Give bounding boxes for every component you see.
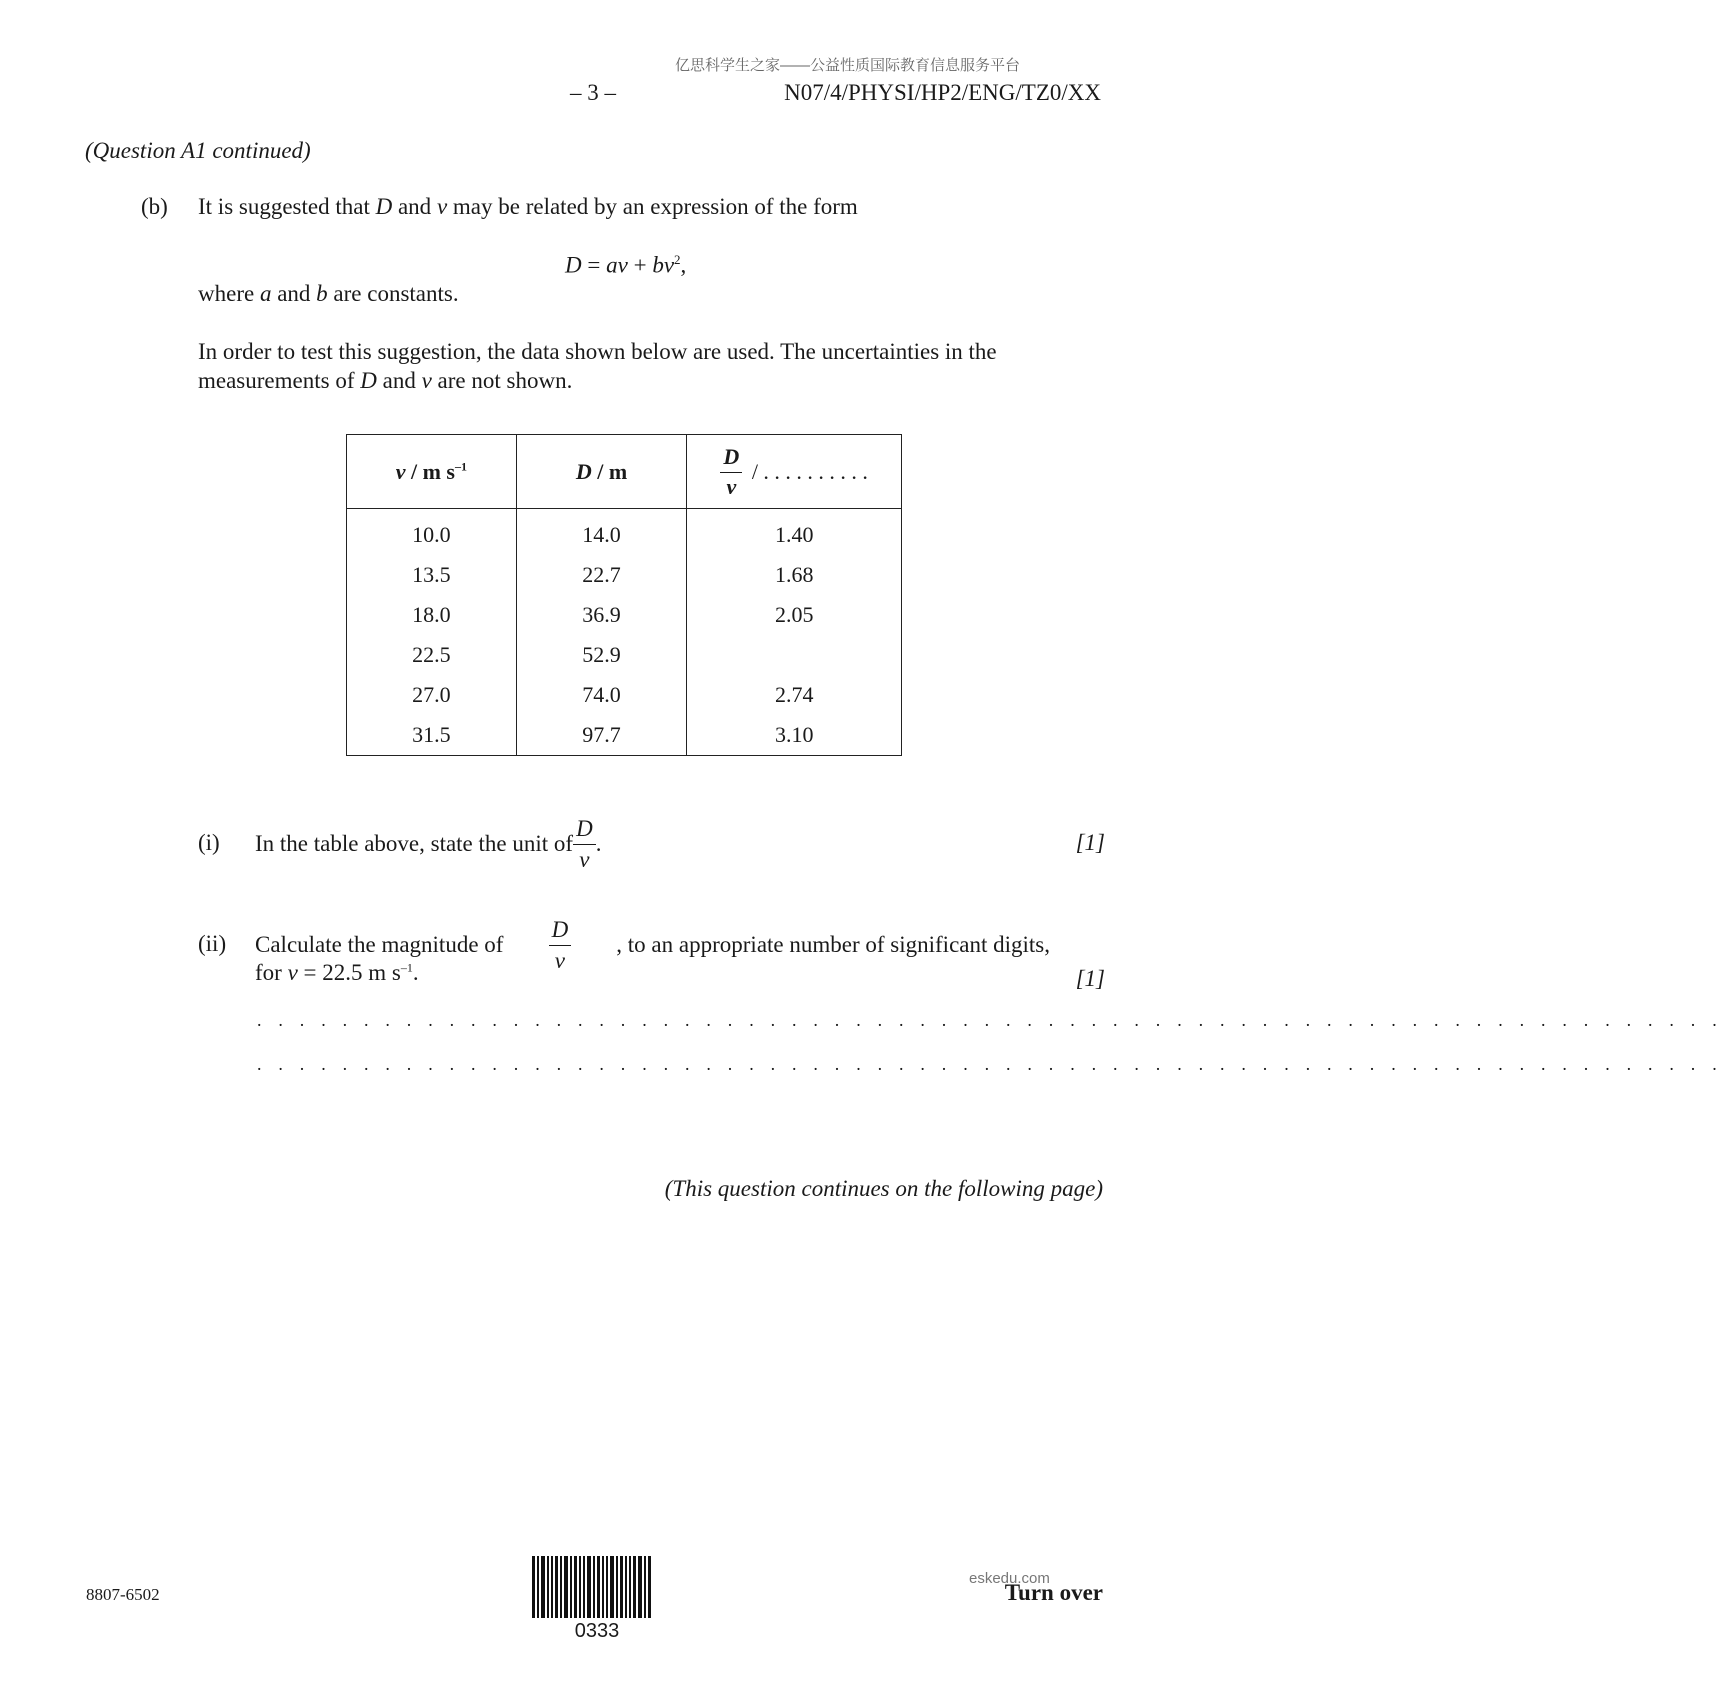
table-row (347, 509, 902, 556)
answer-line[interactable]: . . . . . . . . . . . . . . . . . . . . . . . . . . . . . . . . . . . . . . . . . . . . . . . . . . . . . . . . . . . . . . . . . . . . . (257, 1054, 1723, 1074)
table-row (347, 555, 902, 595)
answer-line[interactable]: . . . . . . . . . . . . . . . . . . . . . . . . . . . . . . . . . . . . . . . . . . . . . . . . . . . . . . . . . . . . . . . . . . . . . (257, 1010, 1723, 1030)
fraction-d-over-v: $\frac{D}{v}$ (549, 918, 572, 972)
table-row (347, 715, 902, 756)
test-suggestion-line2: measurements of D and v are not shown. (198, 368, 573, 393)
q-i-marks: [1] (1075, 830, 1105, 855)
q-i-label: (i) (198, 830, 220, 855)
header-d-over-v: $\frac{D}{v}$ / . . . . . . . . . . (687, 435, 902, 509)
q-ii-label: (ii) (198, 931, 227, 956)
cell-v: 31.5 (347, 715, 517, 756)
cell-d-over-v: 2.05 (687, 595, 902, 635)
q-ii-line2: for v = 22.5 m $s^{-1}$. (255, 960, 419, 985)
question-continued: (Question A1 continued) (85, 138, 311, 163)
cell-v: 10.0 (347, 509, 517, 556)
cell-v: 13.5 (347, 555, 517, 595)
fraction-d-over-v: $\frac{D}{v}$ (573, 817, 596, 871)
equation: D = av + $bv^2$, (565, 252, 687, 278)
site-watermark: eskedu.com (969, 1570, 1050, 1587)
turn-over: Turn over (1004, 1580, 1103, 1605)
barcode-number: 0333 (574, 1620, 620, 1642)
cell-v: 22.5 (347, 635, 517, 675)
header-v: v / m $s^{-1}$ (347, 435, 517, 509)
cell-d: 36.9 (516, 595, 687, 635)
table-row (347, 635, 902, 675)
data-table (346, 434, 902, 756)
q-ii-text: Calculate the magnitude of $\frac{D}{v}$ , to an appropriate number of significant digits, (255, 917, 1050, 973)
cell-d-over-v: 2.74 (687, 675, 902, 715)
table-header-row (347, 435, 902, 509)
paper-code: N07/4/PHYSI/HP2/ENG/TZ0/XX (784, 80, 1101, 105)
table-row (347, 675, 902, 715)
cell-d-over-v (687, 635, 902, 675)
q-i-text: In the table above, state the unit of $\frac{D}{v}$ . (255, 816, 602, 872)
cell-d: 14.0 (516, 509, 687, 556)
cell-v: 18.0 (347, 595, 517, 635)
part-b-intro: It is suggested that D and v may be related by an expression of the form (198, 194, 858, 219)
cell-d: 74.0 (516, 675, 687, 715)
q-ii-marks: [1] (1075, 966, 1105, 991)
cell-d: 52.9 (516, 635, 687, 675)
fraction-d-over-v: $\frac{D}{v}$ (720, 446, 742, 498)
header-d: D / m (516, 435, 687, 509)
footer-code: 8807-6502 (86, 1585, 160, 1604)
continues-note: (This question continues on the following page) (664, 1176, 1103, 1201)
watermark-text: 亿思科学生之家——公益性质国际教育信息服务平台 (675, 57, 1021, 74)
barcode (532, 1556, 662, 1643)
cell-d-over-v: 3.10 (687, 715, 902, 756)
page-number: – 3 – (570, 80, 616, 105)
test-suggestion-line1: In order to test this suggestion, the data shown below are used. The uncertainties in the (198, 339, 997, 364)
cell-d: 97.7 (516, 715, 687, 756)
barcode-bars (532, 1556, 662, 1618)
where-constants: where a and b are constants. (198, 281, 459, 306)
cell-v: 27.0 (347, 675, 517, 715)
cell-d: 22.7 (516, 555, 687, 595)
part-b-label: (b) (141, 194, 168, 219)
table-row (347, 595, 902, 635)
cell-d-over-v: 1.68 (687, 555, 902, 595)
cell-d-over-v: 1.40 (687, 509, 902, 556)
